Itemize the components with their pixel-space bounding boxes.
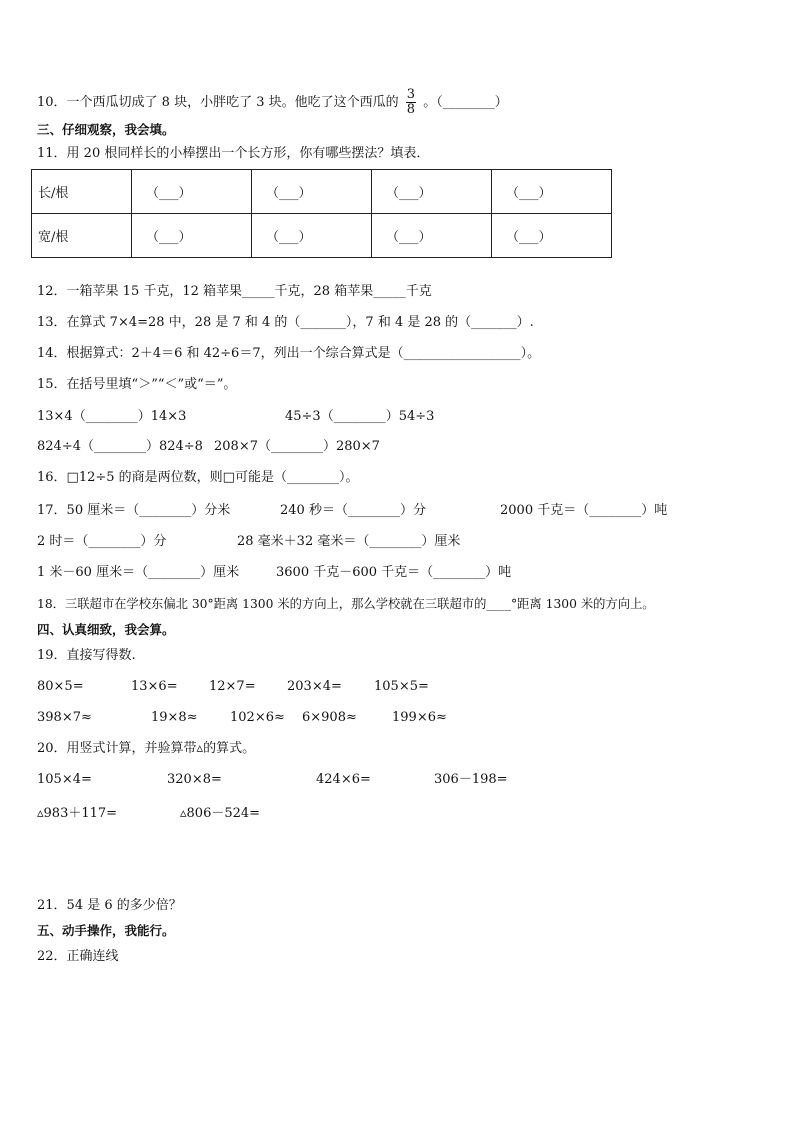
section-4-heading: 四、认真细致，我会算。 — [37, 622, 175, 637]
question-10-answer-blank: 。（________） — [423, 95, 508, 110]
table-row — [32, 170, 612, 214]
stick-rectangle-table — [31, 169, 612, 258]
conversion-item: 17．50 厘米＝（________）分米 — [37, 503, 231, 518]
compare-item: 824÷4（________）824÷8 — [37, 439, 203, 454]
mental-math-item: 80×5= — [37, 679, 84, 694]
conversion-item: 2 时＝（________）分 — [37, 534, 167, 549]
compare-item: 208×7（________）280×7 — [214, 439, 380, 454]
mental-math-item: 398×7≈ — [37, 710, 92, 725]
mental-math-item: 12×7= — [209, 679, 256, 694]
vertical-calc-item: 105×4= — [37, 772, 92, 787]
table-cell: （___） — [372, 170, 492, 214]
vertical-calc-item: 306－198= — [434, 772, 508, 787]
question-19: 19．直接写得数. — [37, 648, 136, 663]
conversion-item: 1 米－60 厘米＝（________）厘米 — [37, 565, 240, 580]
compare-item: 13×4（________）14×3 — [37, 409, 187, 424]
question-21: 21．54 是 6 的多少倍？ — [37, 898, 182, 913]
mental-math-item: 105×5= — [374, 679, 429, 694]
vertical-calc-item: ▵806－524= — [180, 806, 261, 821]
conversion-item: 28 毫米＋32 毫米＝（________）厘米 — [237, 534, 461, 549]
section-5-heading: 五、动手操作，我能行。 — [37, 923, 175, 938]
question-15: 15．在括号里填“＞”“＜”或“＝”。 — [37, 377, 237, 392]
question-22: 22．正确连线 — [37, 949, 119, 964]
section-3-heading: 三、仔细观察，我会填。 — [37, 122, 175, 137]
conversion-item: 3600 千克－600 千克＝（________）吨 — [276, 565, 512, 580]
compare-item: 45÷3（________）54÷3 — [285, 409, 435, 424]
mental-math-item: 19×8≈ — [151, 710, 198, 725]
mental-math-item: 203×4= — [287, 679, 342, 694]
question-16: 16．□12÷5 的商是两位数，则□可能是（________）。 — [37, 470, 359, 485]
question-10-text: 10．一个西瓜切成了 8 块，小胖吃了 3 块。他吃了这个西瓜的 — [37, 95, 399, 110]
question-20: 20．用竖式计算，并验算带▵的算式。 — [37, 741, 256, 756]
row-header-width: 宽/根 — [32, 214, 132, 258]
table-cell: （___） — [252, 170, 372, 214]
fraction-denominator: 8 — [406, 102, 416, 117]
table-cell: （___） — [132, 214, 252, 258]
question-12: 12．一箱苹果 15 千克，12 箱苹果_____千克，28 箱苹果_____千克 — [37, 284, 432, 299]
table-cell: （___） — [132, 170, 252, 214]
mental-math-item: 102×6≈ — [230, 710, 285, 725]
vertical-calc-item: ▵983＋117= — [37, 806, 118, 821]
mental-math-item: 199×6≈ — [392, 710, 447, 725]
fraction-numerator: 3 — [406, 87, 416, 102]
table-cell: （___） — [372, 214, 492, 258]
table-row — [32, 214, 612, 258]
row-header-length: 长/根 — [32, 170, 132, 214]
conversion-item: 240 秒＝（________）分 — [280, 503, 426, 518]
fraction-3-8 — [406, 88, 416, 117]
table-cell: （___） — [492, 214, 612, 258]
question-18: 18．三联超市在学校东偏北 30°距离 1300 米的方向上，那么学校就在三联超市的____°距离 1300 米的方向上。 — [37, 597, 655, 611]
vertical-calc-item: 424×6= — [316, 772, 371, 787]
table-cell: （___） — [492, 170, 612, 214]
mental-math-item: 6×908≈ — [302, 710, 357, 725]
question-14: 14．根据算式：2＋4＝6 和 42÷6＝7，列出一个综合算式是（__________________）。 — [37, 346, 541, 361]
question-13: 13．在算式 7×4=28 中，28 是 7 和 4 的（_______），7 和 4 是 28 的（_______）. — [37, 315, 534, 330]
question-11: 11．用 20 根同样长的小棒摆出一个长方形，你有哪些摆法？填表． — [37, 146, 430, 161]
question-10 — [37, 88, 508, 117]
vertical-calc-item: 320×8= — [167, 772, 222, 787]
conversion-item: 2000 千克＝（________）吨 — [500, 503, 668, 518]
mental-math-item: 13×6= — [131, 679, 178, 694]
table-cell: （___） — [252, 214, 372, 258]
